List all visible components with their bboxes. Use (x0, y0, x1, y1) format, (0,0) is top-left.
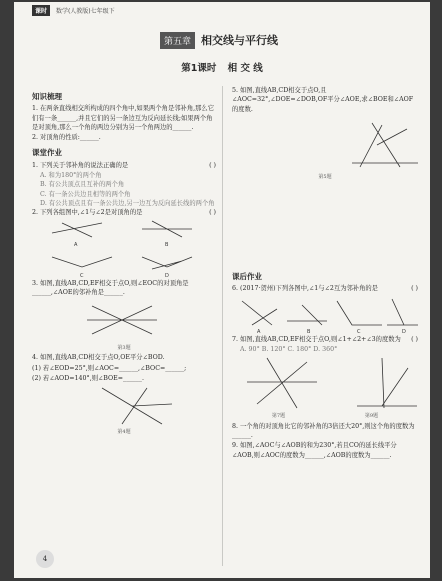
textbook-page (14, 2, 430, 578)
subject-label: 数学(人教版)七年级下 (55, 8, 115, 15)
answer-paren: ( ) (209, 209, 216, 217)
option-a: A. 和为180°的两个角 (40, 172, 102, 180)
question-1-text: 1. 下列关于邻补角的说法正确的是 (32, 161, 129, 169)
question-7 (232, 335, 418, 344)
figure-caption-9: 第9题 (364, 413, 379, 420)
question-7-9-figures (232, 354, 418, 412)
section-knowledge: 知识梳理 (32, 92, 62, 101)
fig-label-d: D (165, 272, 169, 279)
lesson-number: 第1课时 (181, 63, 217, 74)
answer-paren: ( ) (209, 161, 216, 169)
fig-label-d: D (402, 328, 406, 335)
knowledge-item-1: 1. 在两条直线相交所构成的四个角中,如果两个角是邻补角,那么它们有一条______,并且它们的另一条边互为反向延长线;如果两个角是对顶角,那么一个角的两边分别为另一个角两边的______. (32, 105, 215, 131)
fig-label-a: A (257, 328, 261, 335)
question-3: 3. 如图,直线AB,CD,EF相交于点O,则∠EOC的对顶角是______,∠AOE的邻补角是______. (32, 279, 189, 296)
left-column (32, 86, 216, 438)
column-divider (222, 86, 223, 566)
answer-paren: ( ) (411, 335, 418, 343)
page-number: 4 (36, 550, 54, 568)
chapter-title: 相交线与平行线 (201, 34, 278, 47)
question-1 (32, 161, 216, 170)
question-9: 9. 如图,∠AOC与∠AOB的和为230°,若且CO的延长线平分∠AOB,则∠AOC的度数为______,∠AOB的度数为______. (232, 442, 397, 459)
figure-caption-4: 第4题 (117, 429, 131, 436)
question-4-part-1: (1) 若∠EOD=25°,则∠AOC=______,∠BOC=______; (32, 364, 187, 372)
question-7-options: A. 90° B. 120° C. 180° D. 360° (240, 346, 338, 354)
question-5: 5. 如图,直线AB,CD相交于点O,且∠AOC=32°,∠DOE=∠DOB,OF平分∠AOE,求∠BOE和∠AOF的度数. (232, 87, 414, 113)
answer-paren: ( ) (411, 285, 418, 293)
knowledge-item-2: 2. 对顶角的性质:______. (32, 134, 101, 142)
question-4-part-2: (2) 若∠AOD=140°,则∠BOE=______. (32, 375, 144, 383)
chapter-number: 第五章 (160, 32, 195, 49)
chapter-banner (134, 32, 304, 48)
fig-label-c: C (357, 328, 361, 335)
fig-label-b: B (165, 241, 169, 248)
figure-caption-3: 第3题 (117, 345, 131, 352)
figure-caption-7: 第7题 (271, 413, 286, 420)
question-2-text: 2. 下列各组图中,∠1与∠2是对顶角的是 (32, 209, 143, 217)
question-5-figure (232, 115, 418, 173)
right-column (232, 86, 418, 461)
option-b: B. 有公共顶点且互补的两个角 (40, 181, 125, 189)
section-homework: 课后作业 (232, 272, 262, 282)
question-3-figure (32, 298, 216, 344)
page-header (32, 5, 115, 16)
question-6-figures (232, 295, 418, 335)
question-2 (32, 208, 216, 217)
question-6 (232, 284, 418, 293)
question-6-text: 6. (2017·贺州)下列各图中,∠1与∠2互为邻补角的是 (232, 285, 378, 293)
question-4-figure (32, 384, 216, 428)
series-logo: 课时 (32, 5, 50, 16)
option-d: D. 有公共顶点且有一条公共边,另一边互为反向延长线的两个角 (40, 199, 215, 207)
option-c: C. 有一条公共边且相等的两个角 (40, 190, 131, 198)
question-4: 4. 如图,直线AB,CD相交于点O,OE平分∠BOD. (32, 354, 165, 362)
fig-label-b: B (307, 328, 311, 335)
fig-label-c: C (80, 272, 84, 279)
lesson-title (14, 60, 430, 74)
fig-label-a: A (74, 241, 78, 248)
question-2-figures (32, 219, 216, 279)
lesson-name: 相 交 线 (227, 63, 263, 74)
figure-caption-5: 第5题 (318, 173, 332, 180)
question-7-text: 7. 如图,直线AB,CD,EF相交于点O,则∠1+∠2+∠3的度数为 (232, 335, 401, 343)
question-8: 8. 一个角的对顶角比它的邻补角的3倍还大20°,则这个角的度数为______. (232, 422, 415, 439)
section-classwork: 课堂作业 (32, 148, 62, 158)
